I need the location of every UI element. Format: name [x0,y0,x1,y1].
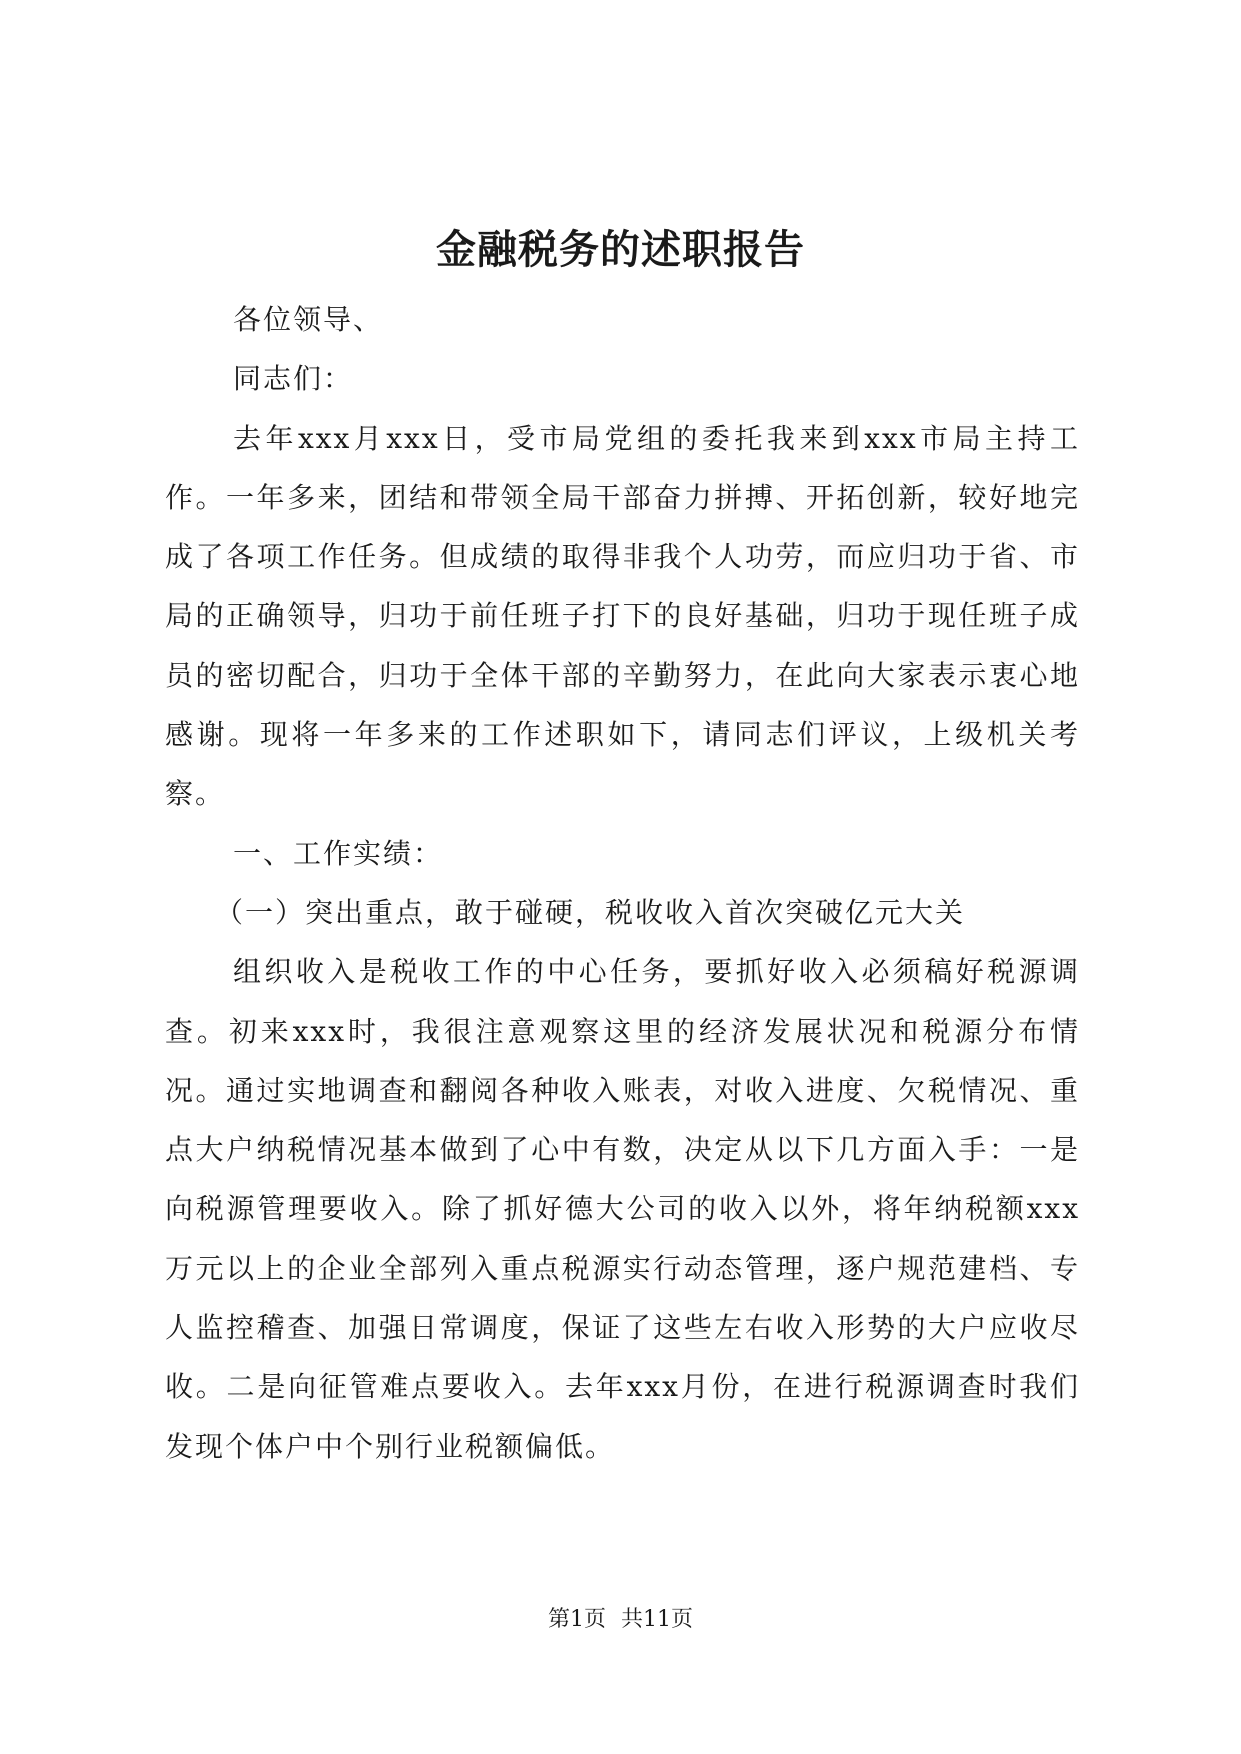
section-heading: 一、工作实绩： [233,836,444,870]
document-body [165,290,1080,1476]
body-paragraph: 组织收入是税收工作的中心任务，要抓好收入必须稿好税源调查。初来xxx时，我很注意观察这里的经济发展状况和税源分布情况。通过实地调查和翻阅各种收入账表，对收入进度、欠税情况、重点大户纳税情况基本做到了心中有数，决定从以下几方面入手：一是向税源管理要收入。除了抓好德大公司的收入以外，将年纳税额xxx万元以上的企业全部列入重点税源实行动态管理，逐户规范建档、专人监控稽查、加强日常调度，保证了这些左右收入形势的大户应收尽收。二是向征管难点要收入。去年xxx月份，在进行税源调查时我们发现个体户中个别行业税额偏低。 [165,955,1080,1463]
salutation-line-2: 同志们： [233,362,354,396]
page-number: 第1页 [548,1607,606,1632]
subsection-heading: （一）突出重点，敢于碰硬，税收收入首次突破亿元大关 [215,895,966,929]
document-title: 金融税务的述职报告 [436,226,805,273]
intro-paragraph: 去年xxx月xxx日，受市局党组的委托我来到xxx市局主持工作。一年多来，团结和带领全局干部奋力拼搏、开拓创新，较好地完成了各项工作任务。但成绩的取得非我个人功劳，而应归功于省、市局的正确领导，归功于前任班子打下的良好基础，归功于现任班子成员的密切配合，归功于全体干部的辛勤努力，在此向大家表示衷心地感谢。现将一年多来的工作述职如下，请同志们评议，上级机关考察。 [165,421,1080,811]
page-footer [0,1605,1241,1635]
page-total: 共11页 [621,1607,693,1632]
salutation-line-1: 各位领导、 [233,303,384,336]
